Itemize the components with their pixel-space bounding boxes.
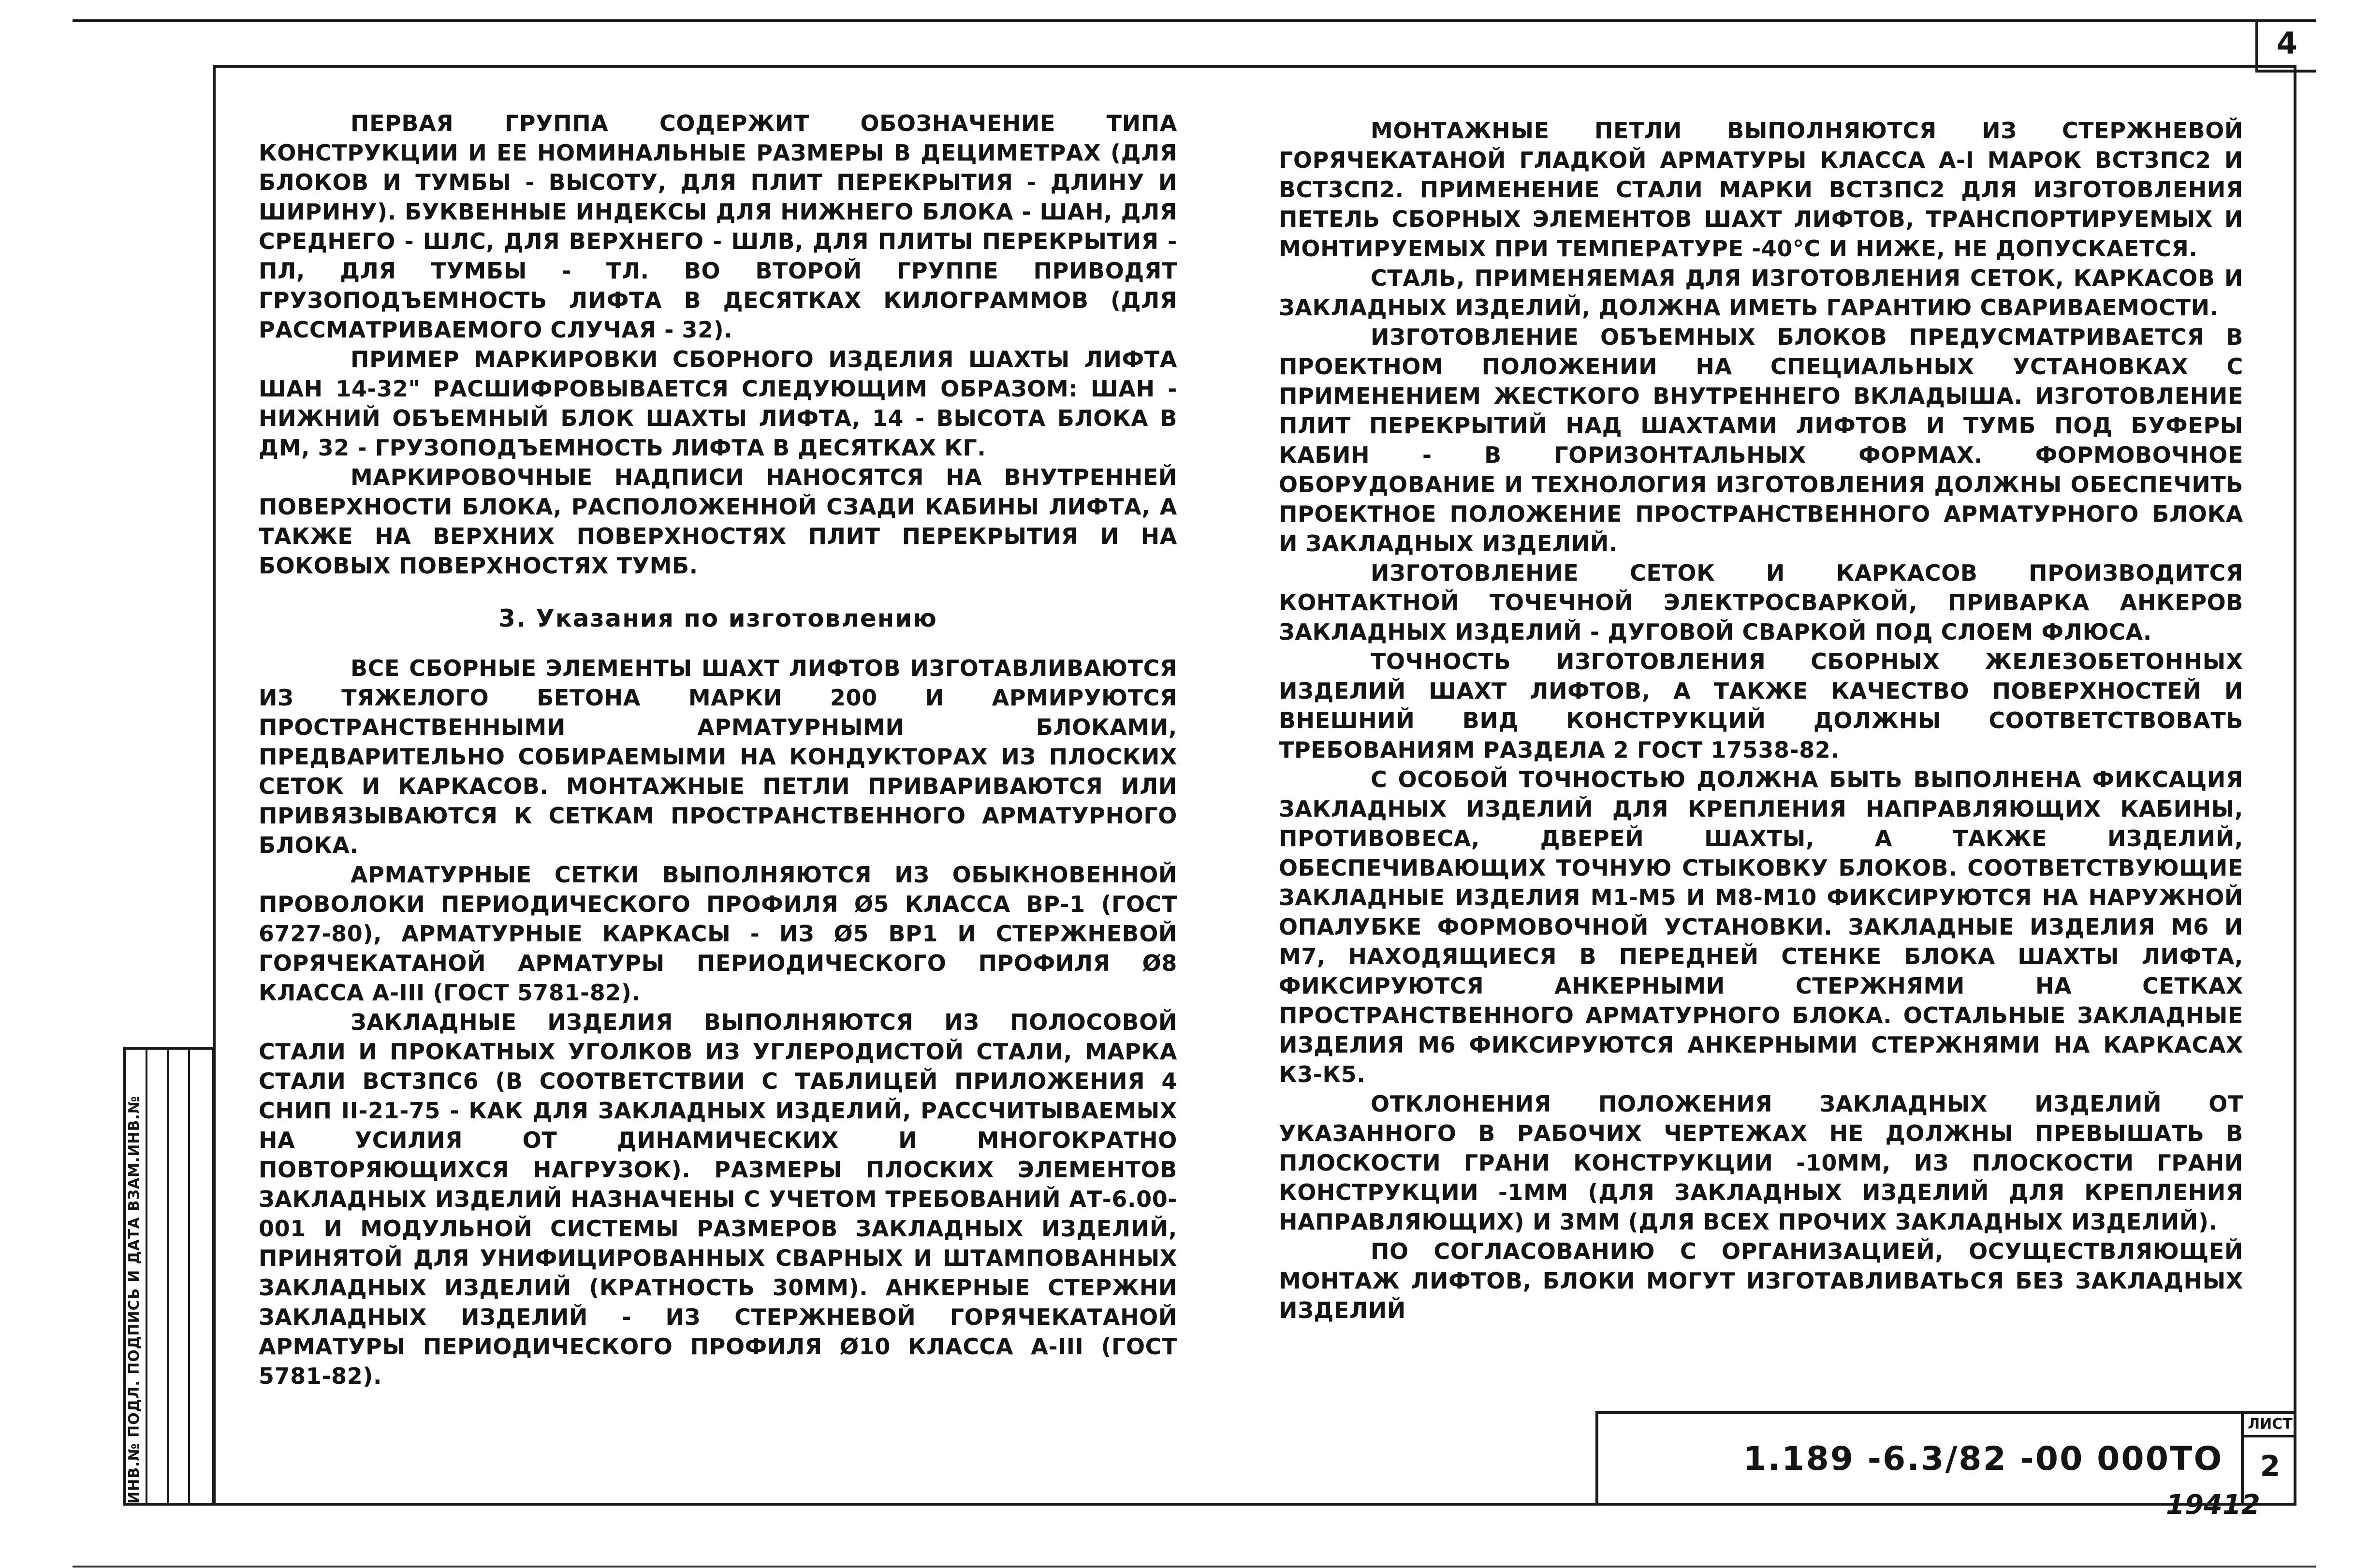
stamp-column-3 [169, 1050, 190, 1503]
right-paragraph-6: С ОСОБОЙ ТОЧНОСТЬЮ ДОЛЖНА БЫТЬ ВЫПОЛНЕНА ФИКСАЦИЯ ЗАКЛАДНЫХ ИЗДЕЛИЙ ДЛЯ КРЕПЛЕНИЯ НАПРАВЛЯЮЩИХ КАБИНЫ, ПРОТИВОВЕСА, ДВЕРЕЙ ШАХТЫ, А ТАКЖЕ ИЗДЕЛИЙ, ОБЕСПЕЧИВАЮЩИХ ТОЧНУЮ СТЫКОВКУ БЛОКОВ. СООТВЕТСТВУЮЩИЕ ЗАКЛАДНЫЕ ИЗДЕЛИЯ М1-М5 И М8-М10 ФИКСИРУЮТСЯ НА НАРУЖНОЙ ОПАЛУБКЕ ФОРМОВОЧНОЙ УСТАНОВКИ. ЗАКЛАДНЫЕ ИЗДЕЛИЯ М6 И М7, НАХОДЯЩИЕСЯ В ПЕРЕДНЕЙ СТЕНКЕ БЛОКА ШАХТЫ ЛИФТА, ФИКСИРУЮТСЯ АНКЕРНЫМИ СТЕРЖНЯМИ НА СЕТКАХ ПРОСТРАНСТВЕННОГО АРМАТУРНОГО БЛОКА. ОСТАЛЬНЫЕ ЗАКЛАДНЫЕ ИЗДЕЛИЯ М6 ФИКСИРУЮТСЯ АНКЕРНЫМИ СТЕРЖНЯМИ НА КАРКАСАХ К3-К5. [1279, 766, 2243, 1087]
right-paragraph-2: СТАЛЬ, ПРИМЕНЯЕМАЯ ДЛЯ ИЗГОТОВЛЕНИЯ СЕТОК, КАРКАСОВ И ЗАКЛАДНЫХ ИЗДЕЛИЙ, ДОЛЖНА ИМЕТЬ ГАРАНТИЮ СВАРИВАЕМОСТИ. [1279, 265, 2243, 321]
left-paragraph-2: ПРИМЕР МАРКИРОВКИ СБОРНОГО ИЗДЕЛИЯ ШАХТЫ ЛИФТА ШАН 14-32" РАСШИФРОВЫВАЕТСЯ СЛЕДУЮЩИМ ОБРАЗОМ: ШАН - НИЖНИЙ ОБЪЕМНЫЙ БЛОК ШАХТЫ ЛИФТА, 14 - ВЫСОТА БЛОКА В ДМ, 32 - ГРУЗОПОДЪЕМНОСТЬ ЛИФТА В ДЕСЯТКАХ КГ. [259, 346, 1177, 461]
right-text-column [1279, 116, 2243, 1325]
right-paragraph-7: ОТКЛОНЕНИЯ ПОЛОЖЕНИЯ ЗАКЛАДНЫХ ИЗДЕЛИЙ ОТ УКАЗАННОГО В РАБОЧИХ ЧЕРТЕЖАХ НЕ ДОЛЖНЫ ПРЕВЫШАТЬ В ПЛОСКОСТИ ГРАНИ КОНСТРУКЦИИ -10ММ, ИЗ ПЛОСКОСТИ ГРАНИ КОНСТРУКЦИИ -1ММ (ДЛЯ ЗАКЛАДНЫХ ИЗДЕЛИЙ ДЛЯ КРЕПЛЕНИЯ НАПРАВЛЯЮЩИХ) И 3ММ (ДЛЯ ВСЕХ ПРОЧИХ ЗАКЛАДНЫХ ИЗДЕЛИЙ). [1279, 1091, 2243, 1235]
handwritten-note: 19412 [2166, 1489, 2260, 1521]
document-code: 1.189 -6.3/82 -00 000ТО [1743, 1440, 2223, 1478]
stamp-column-2 [147, 1050, 169, 1503]
left-paragraph-4: ВСЕ СБОРНЫЕ ЭЛЕМЕНТЫ ШАХТ ЛИФТОВ ИЗГОТАВЛИВАЮТСЯ ИЗ ТЯЖЕЛОГО БЕТОНА МАРКИ 200 И АРМИРУЮТСЯ ПРОСТРАНСТВЕННЫМИ АРМАТУРНЫМИ БЛОКАМИ, ПРЕДВАРИТЕЛЬНО СОБИРАЕМЫМИ НА КОНДУКТОРАХ ИЗ ПЛОСКИХ СЕТОК И КАРКАСОВ. МОНТАЖНЫЕ ПЕТЛИ ПРИВАРИВАЮТСЯ ИЛИ ПРИВЯЗЫВАЮТСЯ К СЕТКАМ ПРОСТРАНСТВЕННОГО АРМАТУРНОГО БЛОКА. [259, 655, 1177, 858]
left-text-column [259, 109, 1177, 1391]
left-paragraph-5: АРМАТУРНЫЕ СЕТКИ ВЫПОЛНЯЮТСЯ ИЗ ОБЫКНОВЕННОЙ ПРОВОЛОКИ ПЕРИОДИЧЕСКОГО ПРОФИЛЯ Ø5 КЛАССА ВР-1 (ГОСТ 6727-80), АРМАТУРНЫЕ КАРКАСЫ - ИЗ Ø5 ВР1 И СТЕРЖНЕВОЙ ГОРЯЧЕКАТАНОЙ АРМАТУРЫ ПЕРИОДИЧЕСКОГО ПРОФИЛЯ Ø8 КЛАССА А-III (ГОСТ 5781-82). [259, 862, 1177, 1006]
section-heading: 3. Указания по изготовлению [498, 604, 937, 632]
stamp-text: ИНВ.№ ПОДЛ. ПОДПИСЬ И ДАТА ВЗАМ.ИНВ.№ [126, 1096, 143, 1504]
right-paragraph-5: ТОЧНОСТЬ ИЗГОТОВЛЕНИЯ СБОРНЫХ ЖЕЛЕЗОБЕТОННЫХ ИЗДЕЛИЙ ШАХТ ЛИФТОВ, А ТАКЖЕ КАЧЕСТВО ПОВЕРХНОСТЕЙ И ВНЕШНИЙ ВИД КОНСТРУКЦИЙ ДОЛЖНЫ СООТВЕТСТВОВАТЬ ТРЕБОВАНИЯМ РАЗДЕЛА 2 ГОСТ 17538-82. [1279, 648, 2243, 763]
sheet-outer-bottom-line [73, 1566, 2316, 1568]
left-paragraph-3: МАРКИРОВОЧНЫЕ НАДПИСИ НАНОСЯТСЯ НА ВНУТРЕННЕЙ ПОВЕРХНОСТИ БЛОКА, РАСПОЛОЖЕННОЙ СЗАДИ КАБИНЫ ЛИФТА, А ТАКЖЕ НА ВЕРХНИХ ПОВЕРХНОСТЯХ ПЛИТ ПЕРЕКРЫТИЯ И НА БОКОВЫХ ПОВЕРХНОСТЯХ ТУМБ. [259, 464, 1177, 579]
left-paragraph-6: ЗАКЛАДНЫЕ ИЗДЕЛИЯ ВЫПОЛНЯЮТСЯ ИЗ ПОЛОСОВОЙ СТАЛИ И ПРОКАТНЫХ УГОЛКОВ ИЗ УГЛЕРОДИСТОЙ СТАЛИ, МАРКА СТАЛИ ВСТ3ПС6 (В СООТВЕТСТВИИ С ТАБЛИЦЕЙ ПРИЛОЖЕНИЯ 4 СНИП II-21-75 - КАК ДЛЯ ЗАКЛАДНЫХ ИЗДЕЛИЙ, РАССЧИТЫВАЕМЫХ НА УСИЛИЯ ОТ ДИНАМИЧЕСКИХ И МНОГОКРАТНО ПОВТОРЯЮЩИХСЯ НАГРУЗОК). РАЗМЕРЫ ПЛОСКИХ ЭЛЕМЕНТОВ ЗАКЛАДНЫХ ИЗДЕЛИЙ НАЗНАЧЕНЫ С УЧЕТОМ ТРЕБОВАНИЙ АТ-6.00-001 И МОДУЛЬНОЙ СИСТЕМЫ РАЗМЕРОВ ЗАКЛАДНЫХ ИЗДЕЛИЙ, ПРИНЯТОЙ ДЛЯ УНИФИЦИРОВАННЫХ СВАРНЫХ И ШТАМПОВАННЫХ ЗАКЛАДНЫХ ИЗДЕЛИЙ (КРАТНОСТЬ 30ММ). АНКЕРНЫЕ СТЕРЖНИ ЗАКЛАДНЫХ ИЗДЕЛИЙ - ИЗ СТЕРЖНЕВОЙ ГОРЯЧЕКАТАНОЙ АРМАТУРЫ ПЕРИОДИЧЕСКОГО ПРОФИЛЯ Ø10 КЛАССА А-III (ГОСТ 5781-82). [259, 1009, 1177, 1389]
right-paragraph-3: ИЗГОТОВЛЕНИЕ ОБЪЕМНЫХ БЛОКОВ ПРЕДУСМАТРИВАЕТСЯ В ПРОЕКТНОМ ПОЛОЖЕНИИ НА СПЕЦИАЛЬНЫХ УСТАНОВКАХ С ПРИМЕНЕНИЕМ ЖЕСТКОГО ВНУТРЕННЕГО ВКЛАДЫША. ИЗГОТОВЛЕНИЕ ПЛИТ ПЕРЕКРЫТИЙ НАД ШАХТАМИ ЛИФТОВ И ТУМБ ПОД БУФЕРЫ КАБИН - В ГОРИЗОНТАЛЬНЫХ ФОРМАХ. ФОРМОВОЧНОЕ ОБОРУДОВАНИЕ И ТЕХНОЛОГИЯ ИЗГОТОВЛЕНИЯ ДОЛЖНЫ ОБЕСПЕЧИТЬ ПРОЕКТНОЕ ПОЛОЖЕНИЕ ПРОСТРАНСТВЕННОГО АРМАТУРНОГО БЛОКА И ЗАКЛАДНЫХ ИЗДЕЛИЙ. [1279, 324, 2243, 557]
sheet-number: 2 [2260, 1450, 2281, 1483]
right-paragraph-1: МОНТАЖНЫЕ ПЕТЛИ ВЫПОЛНЯЮТСЯ ИЗ СТЕРЖНЕВОЙ ГОРЯЧЕКАТАНОЙ ГЛАДКОЙ АРМАТУРЫ КЛАССА А-I МАРОК ВСТ3ПС2 И ВСТ3СП2. ПРИМЕНЕНИЕ СТАЛИ МАРКИ ВСТ3ПС2 ДЛЯ ИЗГОТОВЛЕНИЯ ПЕТЕЛЬ СБОРНЫХ ЭЛЕМЕНТОВ ШАХТ ЛИФТОВ, ТРАНСПОРТИРУЕМЫХ И МОНТИРУЕМЫХ ПРИ ТЕМПЕРАТУРЕ -40°С И НИЖЕ, НЕ ДОПУСКАЕТСЯ. [1279, 117, 2243, 262]
left-paragraph-1: ПЕРВАЯ ГРУППА СОДЕРЖИТ ОБОЗНАЧЕНИЕ ТИПА КОНСТРУКЦИИ И ЕЕ НОМИНАЛЬНЫЕ РАЗМЕРЫ В ДЕЦИМЕТРАХ (ДЛЯ БЛОКОВ И ТУМБЫ - ВЫСОТУ, ДЛЯ ПЛИТ ПЕРЕКРЫТИЯ - ДЛИНУ И ШИРИНУ). БУКВЕННЫЕ ИНДЕКСЫ ДЛЯ НИЖНЕГО БЛОКА - ШАН, ДЛЯ СРЕДНЕГО - ШЛС, ДЛЯ ВЕРХНЕГО - ШЛВ, ДЛЯ ПЛИТЫ ПЕРЕКРЫТИЯ - ПЛ, ДЛЯ ТУМБЫ - ТЛ. ВО ВТОРОЙ ГРУППЕ ПРИВОДЯТ ГРУЗОПОДЪЕМНОСТЬ ЛИФТА В ДЕСЯТКАХ КИЛОГРАММОВ (ДЛЯ РАССМАТРИВАЕМОГО СЛУЧАЯ - 32). [259, 110, 1177, 343]
right-paragraph-8: ПО СОГЛАСОВАНИЮ С ОРГАНИЗАЦИЕЙ, ОСУЩЕСТВЛЯЮЩЕЙ МОНТАЖ ЛИФТОВ, БЛОКИ МОГУТ ИЗГОТАВЛИВАТЬСЯ БЕЗ ЗАКЛАДНЫХ ИЗДЕЛИЙ [1279, 1238, 2243, 1323]
right-paragraph-4: ИЗГОТОВЛЕНИЕ СЕТОК И КАРКАСОВ ПРОИЗВОДИТСЯ КОНТАКТНОЙ ТОЧЕЧНОЙ ЭЛЕКТРОСВАРКОЙ, ПРИВАРКА АНКЕРОВ ЗАКЛАДНЫХ ИЗДЕЛИЙ - ДУГОВОЙ СВАРКОЙ ПОД СЛОЕМ ФЛЮСА. [1279, 560, 2243, 645]
sheet-label: ЛИСТ [2244, 1414, 2296, 1437]
sheet-corner-number: 4 [2255, 19, 2316, 73]
sheet-outer-top-line [73, 19, 2316, 22]
